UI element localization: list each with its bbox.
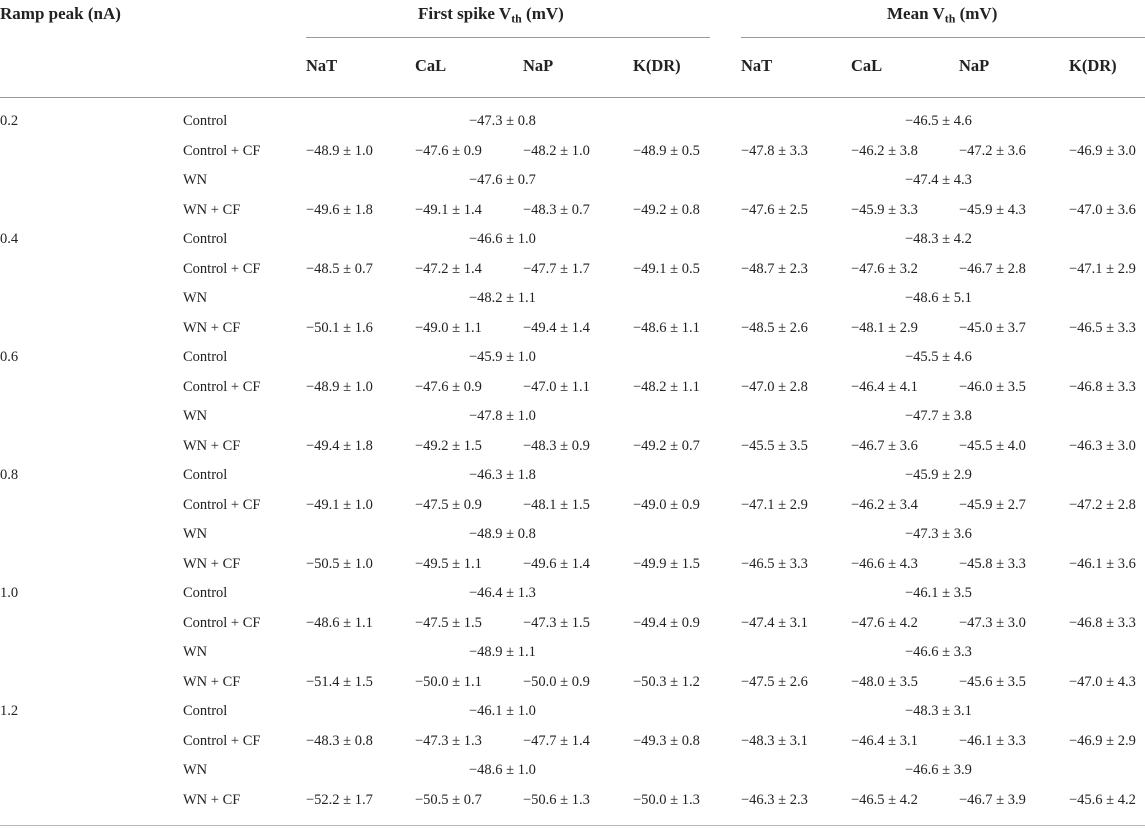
mean-vth-cell: −47.0 ± 2.8	[741, 378, 808, 395]
condition-label: Control	[183, 231, 228, 247]
first-spike-cell: −52.2 ± 1.7	[306, 791, 373, 808]
mean-vth-cell: −46.8 ± 3.3	[1069, 378, 1136, 395]
group2-underline	[741, 37, 1145, 38]
mean-vth-pooled-value: −45.9 ± 2.9	[905, 467, 972, 483]
first-spike-pooled-value: −48.9 ± 1.1	[469, 644, 536, 660]
mean-vth-pooled-value: −47.7 ± 3.8	[905, 408, 972, 424]
mean-vth-cell: −46.8 ± 3.3	[1069, 614, 1136, 631]
first-spike-cell: −48.1 ± 1.5	[523, 496, 590, 513]
column-header-mean-cal: CaL	[851, 56, 883, 75]
mean-vth-cell: −46.1 ± 3.3	[959, 732, 1026, 749]
mean-vth-cell: −46.2 ± 3.4	[851, 496, 918, 513]
condition-label: WN + CF	[183, 437, 241, 454]
first-spike-cell: −48.3 ± 0.9	[523, 437, 590, 454]
condition-label: WN + CF	[183, 673, 241, 690]
first-spike-cell: −48.6 ± 1.1	[306, 614, 373, 631]
column-header-first-cal: CaL	[415, 56, 447, 75]
mean-vth-cell: −46.7 ± 3.9	[959, 791, 1026, 808]
mean-vth-prefix: Mean V	[887, 4, 945, 23]
first-spike-cell: −48.9 ± 0.5	[633, 142, 700, 159]
condition-label: WN + CF	[183, 791, 241, 808]
first-spike-cell: −48.3 ± 0.7	[523, 201, 590, 218]
first-spike-pooled-value: −48.6 ± 1.0	[469, 762, 536, 778]
first-spike-cell: −47.5 ± 0.9	[415, 496, 482, 513]
ramp-peak-value: 0.6	[0, 349, 19, 365]
first-spike-cell: −49.2 ± 1.5	[415, 437, 482, 454]
mean-vth-cell: −45.9 ± 4.3	[959, 201, 1026, 218]
first-spike-cell: −49.4 ± 0.9	[633, 614, 700, 631]
ramp-peak-value: 0.8	[0, 467, 19, 483]
first-spike-cell: −49.0 ± 0.9	[633, 496, 700, 513]
first-spike-pooled-value: −47.6 ± 0.7	[469, 172, 536, 188]
first-spike-cell: −47.2 ± 1.4	[415, 260, 482, 277]
condition-label: Control	[183, 113, 228, 129]
first-spike-cell: −47.7 ± 1.7	[523, 260, 590, 277]
mean-vth-cell: −47.0 ± 4.3	[1069, 673, 1136, 690]
mean-vth-cell: −47.6 ± 3.2	[851, 260, 918, 277]
first-spike-pooled-value: −46.4 ± 1.3	[469, 585, 536, 601]
first-spike-cell: −49.4 ± 1.8	[306, 437, 373, 454]
column-header-first-nap: NaP	[523, 56, 554, 75]
condition-label: Control + CF	[183, 496, 261, 513]
mean-vth-cell: −46.7 ± 2.8	[959, 260, 1026, 277]
column-header-mean-nap: NaP	[959, 56, 990, 75]
mean-vth-cell: −45.9 ± 3.3	[851, 201, 918, 218]
mean-vth-cell: −47.3 ± 3.0	[959, 614, 1026, 631]
first-spike-cell: −49.1 ± 0.5	[633, 260, 700, 277]
first-spike-cell: −48.3 ± 0.8	[306, 732, 373, 749]
mean-vth-cell: −47.5 ± 2.6	[741, 673, 808, 690]
first-spike-vth-suffix: (mV)	[521, 4, 564, 23]
mean-vth-cell: −46.3 ± 3.0	[1069, 437, 1136, 454]
first-spike-cell: −49.0 ± 1.1	[415, 319, 482, 336]
first-spike-cell: −48.2 ± 1.0	[523, 142, 590, 159]
mean-vth-cell: −46.0 ± 3.5	[959, 378, 1026, 395]
mean-vth-cell: −48.7 ± 2.3	[741, 260, 808, 277]
first-spike-pooled-value: −46.3 ± 1.8	[469, 467, 536, 483]
mean-vth-pooled-value: −47.3 ± 3.6	[905, 526, 972, 542]
mean-vth-pooled-value: −48.3 ± 3.1	[905, 703, 972, 719]
first-spike-cell: −51.4 ± 1.5	[306, 673, 373, 690]
first-spike-cell: −47.7 ± 1.4	[523, 732, 590, 749]
first-spike-cell: −47.6 ± 0.9	[415, 142, 482, 159]
mean-vth-cell: −46.5 ± 3.3	[741, 555, 808, 572]
mean-vth-cell: −47.2 ± 2.8	[1069, 496, 1136, 513]
mean-vth-pooled-value: −45.5 ± 4.6	[905, 349, 972, 365]
mean-vth-cell: −47.8 ± 3.3	[741, 142, 808, 159]
first-spike-cell: −49.5 ± 1.1	[415, 555, 482, 572]
mean-vth-sub: th	[944, 11, 956, 26]
mean-vth-cell: −46.7 ± 3.6	[851, 437, 918, 454]
first-spike-cell: −48.9 ± 1.0	[306, 378, 373, 395]
mean-vth-cell: −46.6 ± 4.3	[851, 555, 918, 572]
mean-vth-cell: −48.1 ± 2.9	[851, 319, 918, 336]
first-spike-cell: −50.5 ± 1.0	[306, 555, 373, 572]
column-header-mean-nat: NaT	[741, 56, 773, 75]
mean-vth-pooled-value: −47.4 ± 4.3	[905, 172, 972, 188]
first-spike-cell: −49.4 ± 1.4	[523, 319, 590, 336]
mean-vth-header	[887, 4, 997, 24]
first-spike-cell: −48.6 ± 1.1	[633, 319, 700, 336]
condition-label: WN	[183, 762, 208, 778]
first-spike-cell: −49.1 ± 1.4	[415, 201, 482, 218]
mean-vth-cell: −47.6 ± 4.2	[851, 614, 918, 631]
ramp-peak-value: 0.4	[0, 231, 19, 247]
bottom-rule	[0, 825, 1145, 826]
first-spike-cell: −49.6 ± 1.4	[523, 555, 590, 572]
first-spike-cell: −49.2 ± 0.7	[633, 437, 700, 454]
condition-label: WN + CF	[183, 319, 241, 336]
mean-vth-pooled-value: −46.6 ± 3.3	[905, 644, 972, 660]
column-header-first-nat: NaT	[306, 56, 338, 75]
first-spike-cell: −48.2 ± 1.1	[633, 378, 700, 395]
column-header-mean-kdr: K(DR)	[1069, 56, 1117, 75]
first-spike-cell: −49.9 ± 1.5	[633, 555, 700, 572]
ramp-peak-header: Ramp peak (nA)	[0, 4, 121, 23]
first-spike-cell: −50.5 ± 0.7	[415, 791, 482, 808]
mean-vth-cell: −46.4 ± 3.1	[851, 732, 918, 749]
mean-vth-cell: −45.5 ± 3.5	[741, 437, 808, 454]
column-header-first-kdr: K(DR)	[633, 56, 681, 75]
header-rule	[0, 97, 1145, 98]
mean-vth-cell: −46.3 ± 2.3	[741, 791, 808, 808]
condition-label: Control + CF	[183, 142, 261, 159]
mean-vth-pooled-value: −46.5 ± 4.6	[905, 113, 972, 129]
mean-vth-cell: −47.2 ± 3.6	[959, 142, 1026, 159]
mean-vth-cell: −45.6 ± 3.5	[959, 673, 1026, 690]
condition-label: WN	[183, 172, 208, 188]
first-spike-cell: −49.6 ± 1.8	[306, 201, 373, 218]
first-spike-cell: −47.0 ± 1.1	[523, 378, 590, 395]
mean-vth-cell: −48.5 ± 2.6	[741, 319, 808, 336]
first-spike-cell: −50.1 ± 1.6	[306, 319, 373, 336]
first-spike-cell: −47.5 ± 1.5	[415, 614, 482, 631]
first-spike-vth-header	[418, 4, 564, 24]
first-spike-cell: −48.9 ± 1.0	[306, 142, 373, 159]
condition-label: WN	[183, 290, 208, 306]
first-spike-cell: −50.0 ± 1.1	[415, 673, 482, 690]
mean-vth-cell: −46.4 ± 4.1	[851, 378, 918, 395]
ramp-peak-value: 0.2	[0, 113, 19, 129]
first-spike-cell: −50.0 ± 1.3	[633, 791, 700, 808]
first-spike-pooled-value: −46.6 ± 1.0	[469, 231, 536, 247]
first-spike-pooled-value: −45.9 ± 1.0	[469, 349, 536, 365]
condition-label: Control	[183, 585, 228, 601]
condition-label: WN + CF	[183, 555, 241, 572]
condition-label: WN	[183, 526, 208, 542]
mean-vth-cell: −45.5 ± 4.0	[959, 437, 1026, 454]
condition-label: Control + CF	[183, 260, 261, 277]
first-spike-cell: −49.3 ± 0.8	[633, 732, 700, 749]
first-spike-cell: −50.0 ± 0.9	[523, 673, 590, 690]
first-spike-cell: −47.3 ± 1.3	[415, 732, 482, 749]
mean-vth-cell: −45.8 ± 3.3	[959, 555, 1026, 572]
mean-vth-cell: −45.9 ± 2.7	[959, 496, 1026, 513]
mean-vth-suffix: (mV)	[955, 4, 998, 23]
first-spike-cell: −50.6 ± 1.3	[523, 791, 590, 808]
mean-vth-cell: −46.9 ± 2.9	[1069, 732, 1136, 749]
first-spike-pooled-value: −47.3 ± 0.8	[469, 113, 536, 129]
condition-label: WN	[183, 408, 208, 424]
mean-vth-cell: −45.6 ± 4.2	[1069, 791, 1136, 808]
first-spike-cell: −49.1 ± 1.0	[306, 496, 373, 513]
first-spike-cell: −47.3 ± 1.5	[523, 614, 590, 631]
mean-vth-pooled-value: −48.3 ± 4.2	[905, 231, 972, 247]
ramp-peak-value: 1.2	[0, 703, 19, 719]
condition-label: Control + CF	[183, 378, 261, 395]
mean-vth-cell: −47.1 ± 2.9	[1069, 260, 1136, 277]
mean-vth-cell: −48.3 ± 3.1	[741, 732, 808, 749]
mean-vth-cell: −47.1 ± 2.9	[741, 496, 808, 513]
condition-label: WN	[183, 644, 208, 660]
mean-vth-cell: −48.0 ± 3.5	[851, 673, 918, 690]
first-spike-pooled-value: −48.9 ± 0.8	[469, 526, 536, 542]
first-spike-vth-sub: th	[511, 11, 522, 26]
ramp-peak-value: 1.0	[0, 585, 19, 601]
first-spike-pooled-value: −47.8 ± 1.0	[469, 408, 536, 424]
condition-label: WN + CF	[183, 201, 241, 218]
first-spike-cell: −50.3 ± 1.2	[633, 673, 700, 690]
condition-label: Control	[183, 349, 228, 365]
mean-vth-cell: −46.2 ± 3.8	[851, 142, 918, 159]
mean-vth-cell: −47.0 ± 3.6	[1069, 201, 1136, 218]
group1-underline	[306, 37, 710, 38]
first-spike-pooled-value: −48.2 ± 1.1	[469, 290, 536, 306]
first-spike-cell: −48.5 ± 0.7	[306, 260, 373, 277]
first-spike-pooled-value: −46.1 ± 1.0	[469, 703, 536, 719]
condition-label: Control + CF	[183, 614, 261, 631]
mean-vth-pooled-value: −46.1 ± 3.5	[905, 585, 972, 601]
mean-vth-pooled-value: −46.6 ± 3.9	[905, 762, 972, 778]
first-spike-cell: −47.6 ± 0.9	[415, 378, 482, 395]
mean-vth-cell: −45.0 ± 3.7	[959, 319, 1026, 336]
first-spike-cell: −49.2 ± 0.8	[633, 201, 700, 218]
mean-vth-cell: −46.5 ± 3.3	[1069, 319, 1136, 336]
condition-label: Control	[183, 703, 228, 719]
first-spike-vth-prefix: First spike V	[418, 4, 512, 23]
mean-vth-cell: −46.1 ± 3.6	[1069, 555, 1136, 572]
condition-label: Control + CF	[183, 732, 261, 749]
mean-vth-cell: −46.9 ± 3.0	[1069, 142, 1136, 159]
condition-label: Control	[183, 467, 228, 483]
mean-vth-pooled-value: −48.6 ± 5.1	[905, 290, 972, 306]
mean-vth-cell: −46.5 ± 4.2	[851, 791, 918, 808]
mean-vth-cell: −47.4 ± 3.1	[741, 614, 808, 631]
mean-vth-cell: −47.6 ± 2.5	[741, 201, 808, 218]
